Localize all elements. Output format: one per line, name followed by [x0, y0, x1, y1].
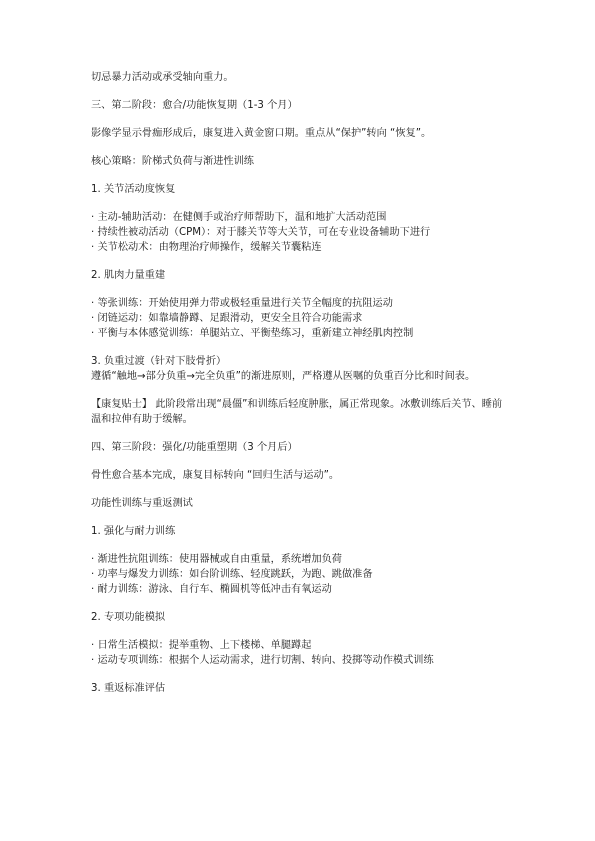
- special-list: [91, 638, 511, 668]
- muscle-heading: 2. 肌肉力量重建: [91, 270, 166, 281]
- strength-heading: 1. 强化与耐力训练: [91, 526, 176, 537]
- muscle-list: [91, 296, 511, 341]
- list-item: · 平衡与本体感觉训练：单腿站立、平衡垫练习，重新建立神经肌肉控制: [91, 328, 414, 339]
- list-item: · 耐力训练：游泳、自行车、椭圆机等低冲击有氧运动: [91, 584, 332, 595]
- load-heading: 3. 负重过渡（针对下肢骨折）: [91, 356, 227, 367]
- rehab-tip: 【康复贴士】 此阶段常出现“晨僵”和训练后轻度肿胀，属正常现象。冰敷训练后关节、睡前温和拉伸有助于缓解。: [91, 399, 503, 425]
- list-item: · 等张训练：开始使用弹力带或极轻重量进行关节全幅度的抗阻运动: [91, 298, 393, 309]
- stage3-heading: 四、第三阶段：强化/功能重塑期（3 个月后）: [91, 442, 298, 453]
- stage2-paragraph: 影像学显示骨痂形成后，康复进入黄金窗口期。重点从“保护”转向 “恢复”。: [91, 128, 432, 139]
- list-item: · 日常生活模拟：提举重物、上下楼梯、单腿蹲起: [91, 640, 312, 651]
- list-item: · 持续性被动活动（CPM）：对于膝关节等大关节，可在专业设备辅助下进行: [91, 227, 431, 238]
- list-item: · 主动-辅助活动：在健侧手或治疗师帮助下，温和地扩大活动范围: [91, 212, 387, 223]
- list-item: · 闭链运动：如靠墙静蹲、足跟滑动，更安全且符合功能需求: [91, 313, 363, 324]
- list-item: · 关节松动术：由物理治疗师操作，缓解关节囊粘连: [91, 242, 322, 253]
- list-item: · 功率与爆发力训练：如台阶训练、轻度跳跃，为跑、跳做准备: [91, 569, 373, 580]
- functional-heading: 功能性训练与重返测试: [91, 498, 193, 509]
- core-strategy-heading: 核心策略：阶梯式负荷与渐进性训练: [91, 156, 254, 167]
- document-page: [91, 70, 511, 696]
- joint-list: [91, 210, 511, 255]
- load-paragraph: 遵循“触地→部分负重→完全负重”的渐进原则，严格遵从医嘱的负重百分比和时间表。: [91, 371, 476, 382]
- intro-paragraph: 切忌暴力活动或承受轴向重力。: [91, 72, 234, 83]
- stage3-paragraph: 骨性愈合基本完成，康复目标转向 “回归生活与运动”。: [91, 470, 340, 481]
- list-item: · 渐进性抗阻训练：使用器械或自由重量，系统增加负荷: [91, 554, 342, 565]
- strength-list: [91, 552, 511, 597]
- joint-heading: 1. 关节活动度恢复: [91, 184, 176, 195]
- list-item: · 运动专项训练：根据个人运动需求，进行切割、转向、投掷等动作模式训练: [91, 655, 434, 666]
- stage2-heading: 三、第二阶段：愈合/功能恢复期（1-3 个月）: [91, 100, 298, 111]
- return-heading: 3. 重返标准评估: [91, 683, 166, 694]
- special-heading: 2. 专项功能模拟: [91, 612, 166, 623]
